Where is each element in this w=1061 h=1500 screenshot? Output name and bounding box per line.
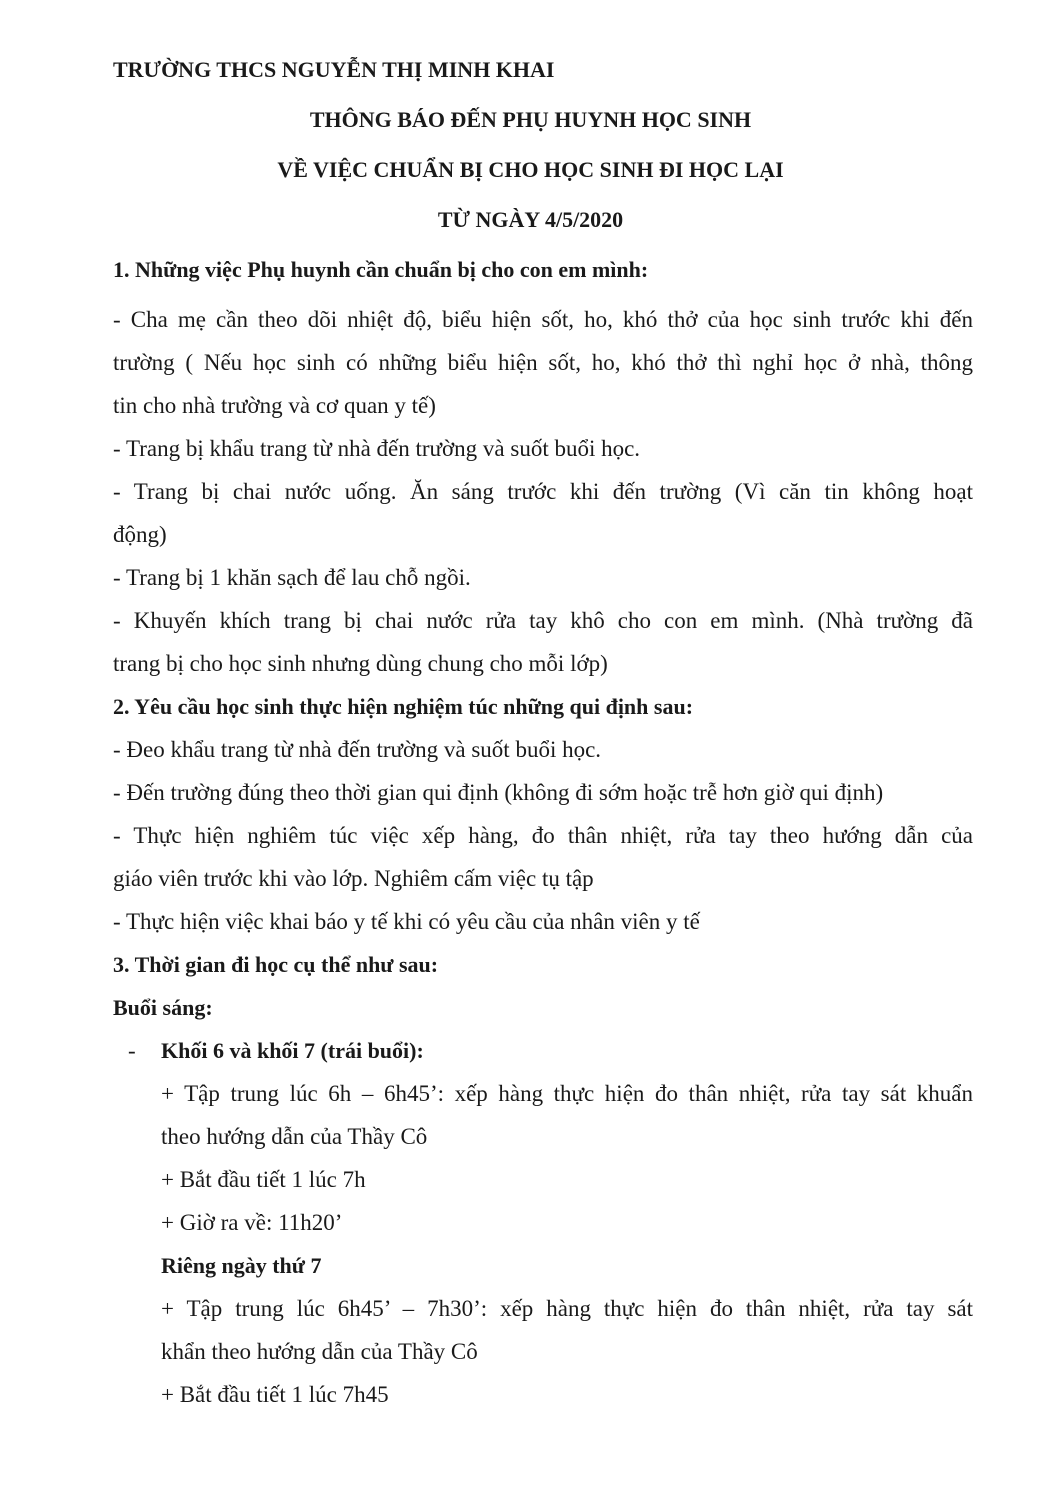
title-line-2: VỀ VIỆC CHUẨN BỊ CHO HỌC SINH ĐI HỌC LẠI (277, 157, 784, 182)
section1-item5-line2: trang bị cho học sinh nhưng dùng chung cho mỗi lớp) (113, 651, 608, 676)
section2-item3-line2: giáo viên trước khi vào lớp. Nghiêm cấm việc tụ tập (113, 866, 594, 891)
start-time: + Bắt đầu tiết 1 lúc 7h (161, 1167, 366, 1192)
section1-item3-line1: - Trang bị chai nước uống. Ăn sáng trước khi đến trường (Vì căn tin không hoạt (113, 479, 973, 504)
sat-gather-line1: + Tập trung lúc 6h45’ – 7h30’: xếp hàng thực hiện đo thân nhiệt, rửa tay sát (161, 1296, 973, 1321)
end-time: + Giờ ra về: 11h20’ (161, 1210, 343, 1235)
section1-item1-line2: trường ( Nếu học sinh có những biểu hiện sốt, ho, khó thở thì nghỉ học ở nhà, thông (113, 350, 973, 375)
section1-item1-line1: - Cha mẹ cần theo dõi nhiệt độ, biểu hiện sốt, ho, khó thở của học sinh trước khi đến (113, 307, 973, 332)
section2-item2: - Đến trường đúng theo thời gian qui định (không đi sớm hoặc trễ hơn giờ qui định) (113, 780, 884, 805)
morning-label: Buổi sáng: (113, 995, 213, 1020)
section2-item4: - Thực hiện việc khai báo y tế khi có yêu cầu của nhân viên y tế (113, 909, 700, 934)
section1-item5-line1: - Khuyến khích trang bị chai nước rửa tay khô cho con em mình. (Nhà trường đã (113, 608, 973, 633)
grade-label: Khối 6 và khối 7 (trái buổi): (161, 1038, 424, 1063)
section2-item3-line1: - Thực hiện nghiêm túc việc xếp hàng, đo thân nhiệt, rửa tay theo hướng dẫn của (113, 823, 973, 848)
gather-line2: theo hướng dẫn của Thầy Cô (161, 1124, 428, 1149)
title-line-3: TỪ NGÀY 4/5/2020 (437, 207, 624, 232)
sat-start-time: + Bắt đầu tiết 1 lúc 7h45 (161, 1382, 389, 1407)
section2-heading: 2. Yêu cầu học sinh thực hiện nghiệm túc những qui định sau: (113, 694, 694, 719)
section1-item1-line3: tin cho nhà trường và cơ quan y tế) (113, 393, 436, 418)
section1-item4: - Trang bị 1 khăn sạch để lau chỗ ngồi. (113, 565, 471, 590)
section1-heading: 1. Những việc Phụ huynh cần chuẩn bị cho con em mình: (113, 257, 649, 282)
section2-item1: - Đeo khẩu trang từ nhà đến trường và suốt buổi học. (113, 737, 602, 762)
section3-heading: 3. Thời gian đi học cụ thể như sau: (113, 952, 439, 977)
gather-line1: + Tập trung lúc 6h – 6h45’: xếp hàng thực hiện đo thân nhiệt, rửa tay sát khuẩn (161, 1081, 973, 1106)
section1-item3-line2: động) (113, 522, 167, 547)
saturday-label: Riêng ngày thứ 7 (161, 1253, 322, 1278)
section1-item2: - Trang bị khẩu trang từ nhà đến trường và suốt buổi học. (113, 436, 641, 461)
title-line-1: THÔNG BÁO ĐẾN PHỤ HUYNH HỌC SINH (309, 107, 752, 132)
school-name: TRƯỜNG THCS NGUYỄN THỊ MINH KHAI (113, 57, 555, 82)
grade-bullet: - (128, 1038, 136, 1063)
sat-gather-line2: khẩn theo hướng dẫn của Thầy Cô (161, 1339, 478, 1364)
